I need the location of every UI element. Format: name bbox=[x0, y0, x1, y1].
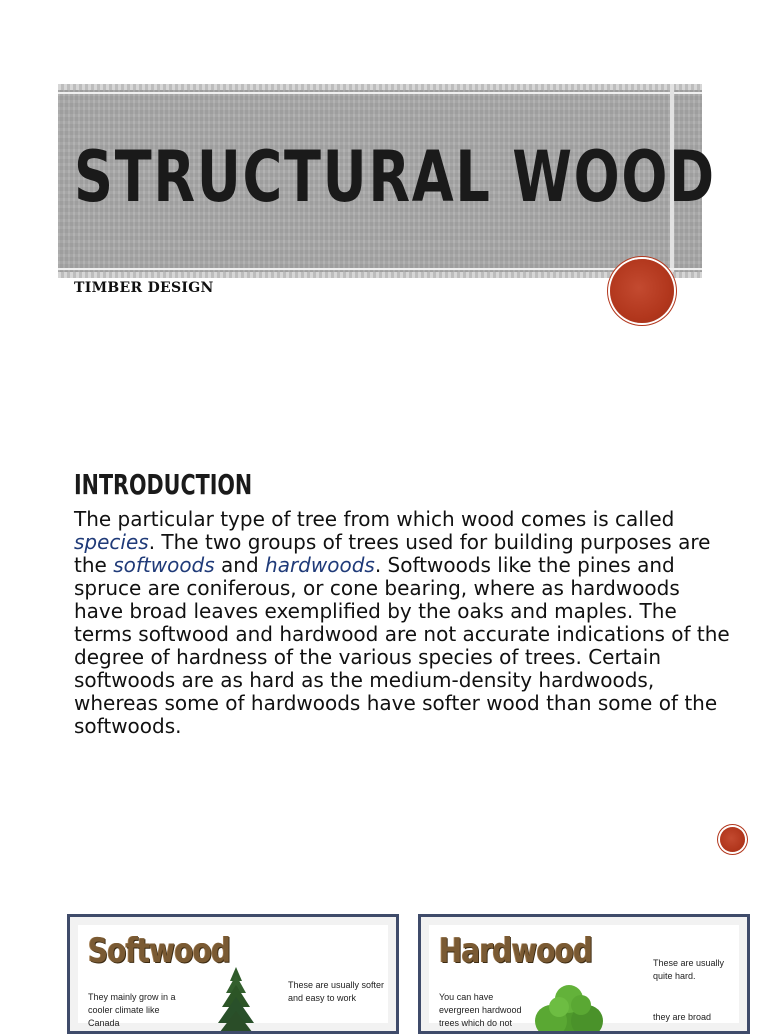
banner-edge-top bbox=[58, 84, 702, 90]
term-species: species bbox=[74, 530, 149, 554]
hardwood-title: Hardwood bbox=[439, 931, 593, 971]
paragraph-text: . The two groups of trees used for building purposes are the bbox=[74, 530, 711, 577]
banner-line-bottom bbox=[58, 268, 702, 270]
softwood-note-right: These are usually softer and easy to work bbox=[288, 980, 385, 1003]
hardwood-note-top: These are usually quite hard. bbox=[653, 958, 725, 981]
paragraph-text: and bbox=[214, 553, 266, 577]
paragraph-text: The particular type of tree from which wood comes is called bbox=[74, 507, 675, 531]
banner-line-top bbox=[58, 92, 702, 94]
slide-subtitle: TIMBER DESIGN bbox=[74, 280, 214, 296]
introduction-heading: INTRODUCTION bbox=[74, 468, 253, 501]
slide-title: STRUCTURAL WOOD bbox=[74, 136, 716, 218]
softwood-note-left: They mainly grow in a cooler climate like Canada bbox=[88, 992, 176, 1028]
term-hardwoods: hardwoods bbox=[265, 553, 375, 577]
softwood-card-body bbox=[78, 925, 388, 1028]
softwood-card bbox=[67, 914, 399, 1034]
oak-tree-icon bbox=[529, 985, 609, 1034]
paragraph-text: . Softwoods like the pines and spruce are coniferous, or cone bearing, where as hardwoods have broad leaves exemplified by the oaks and maples. The terms softwood and hardwood are not accurate indications of the degree of hardness of the various species of trees. Certain softwoods are as hard as the medium-density hardwoods, whereas some of hardwoods have softer wood than some of the softwoods. bbox=[74, 553, 730, 738]
hardwood-note-bottom: they are broad bbox=[653, 1012, 712, 1022]
hardwood-card bbox=[418, 914, 750, 1034]
title-banner bbox=[58, 84, 716, 278]
banner-edge-bottom bbox=[58, 272, 702, 278]
introduction-paragraph bbox=[74, 508, 734, 738]
decorative-circle-small bbox=[720, 827, 745, 852]
hardwood-card-body bbox=[429, 925, 739, 1028]
term-softwoods: softwoods bbox=[113, 553, 215, 577]
decorative-circle-large bbox=[610, 259, 674, 323]
hardwood-note-left: You can have evergreen hardwood trees which do not bbox=[439, 992, 522, 1028]
softwood-title: Softwood bbox=[88, 931, 231, 971]
